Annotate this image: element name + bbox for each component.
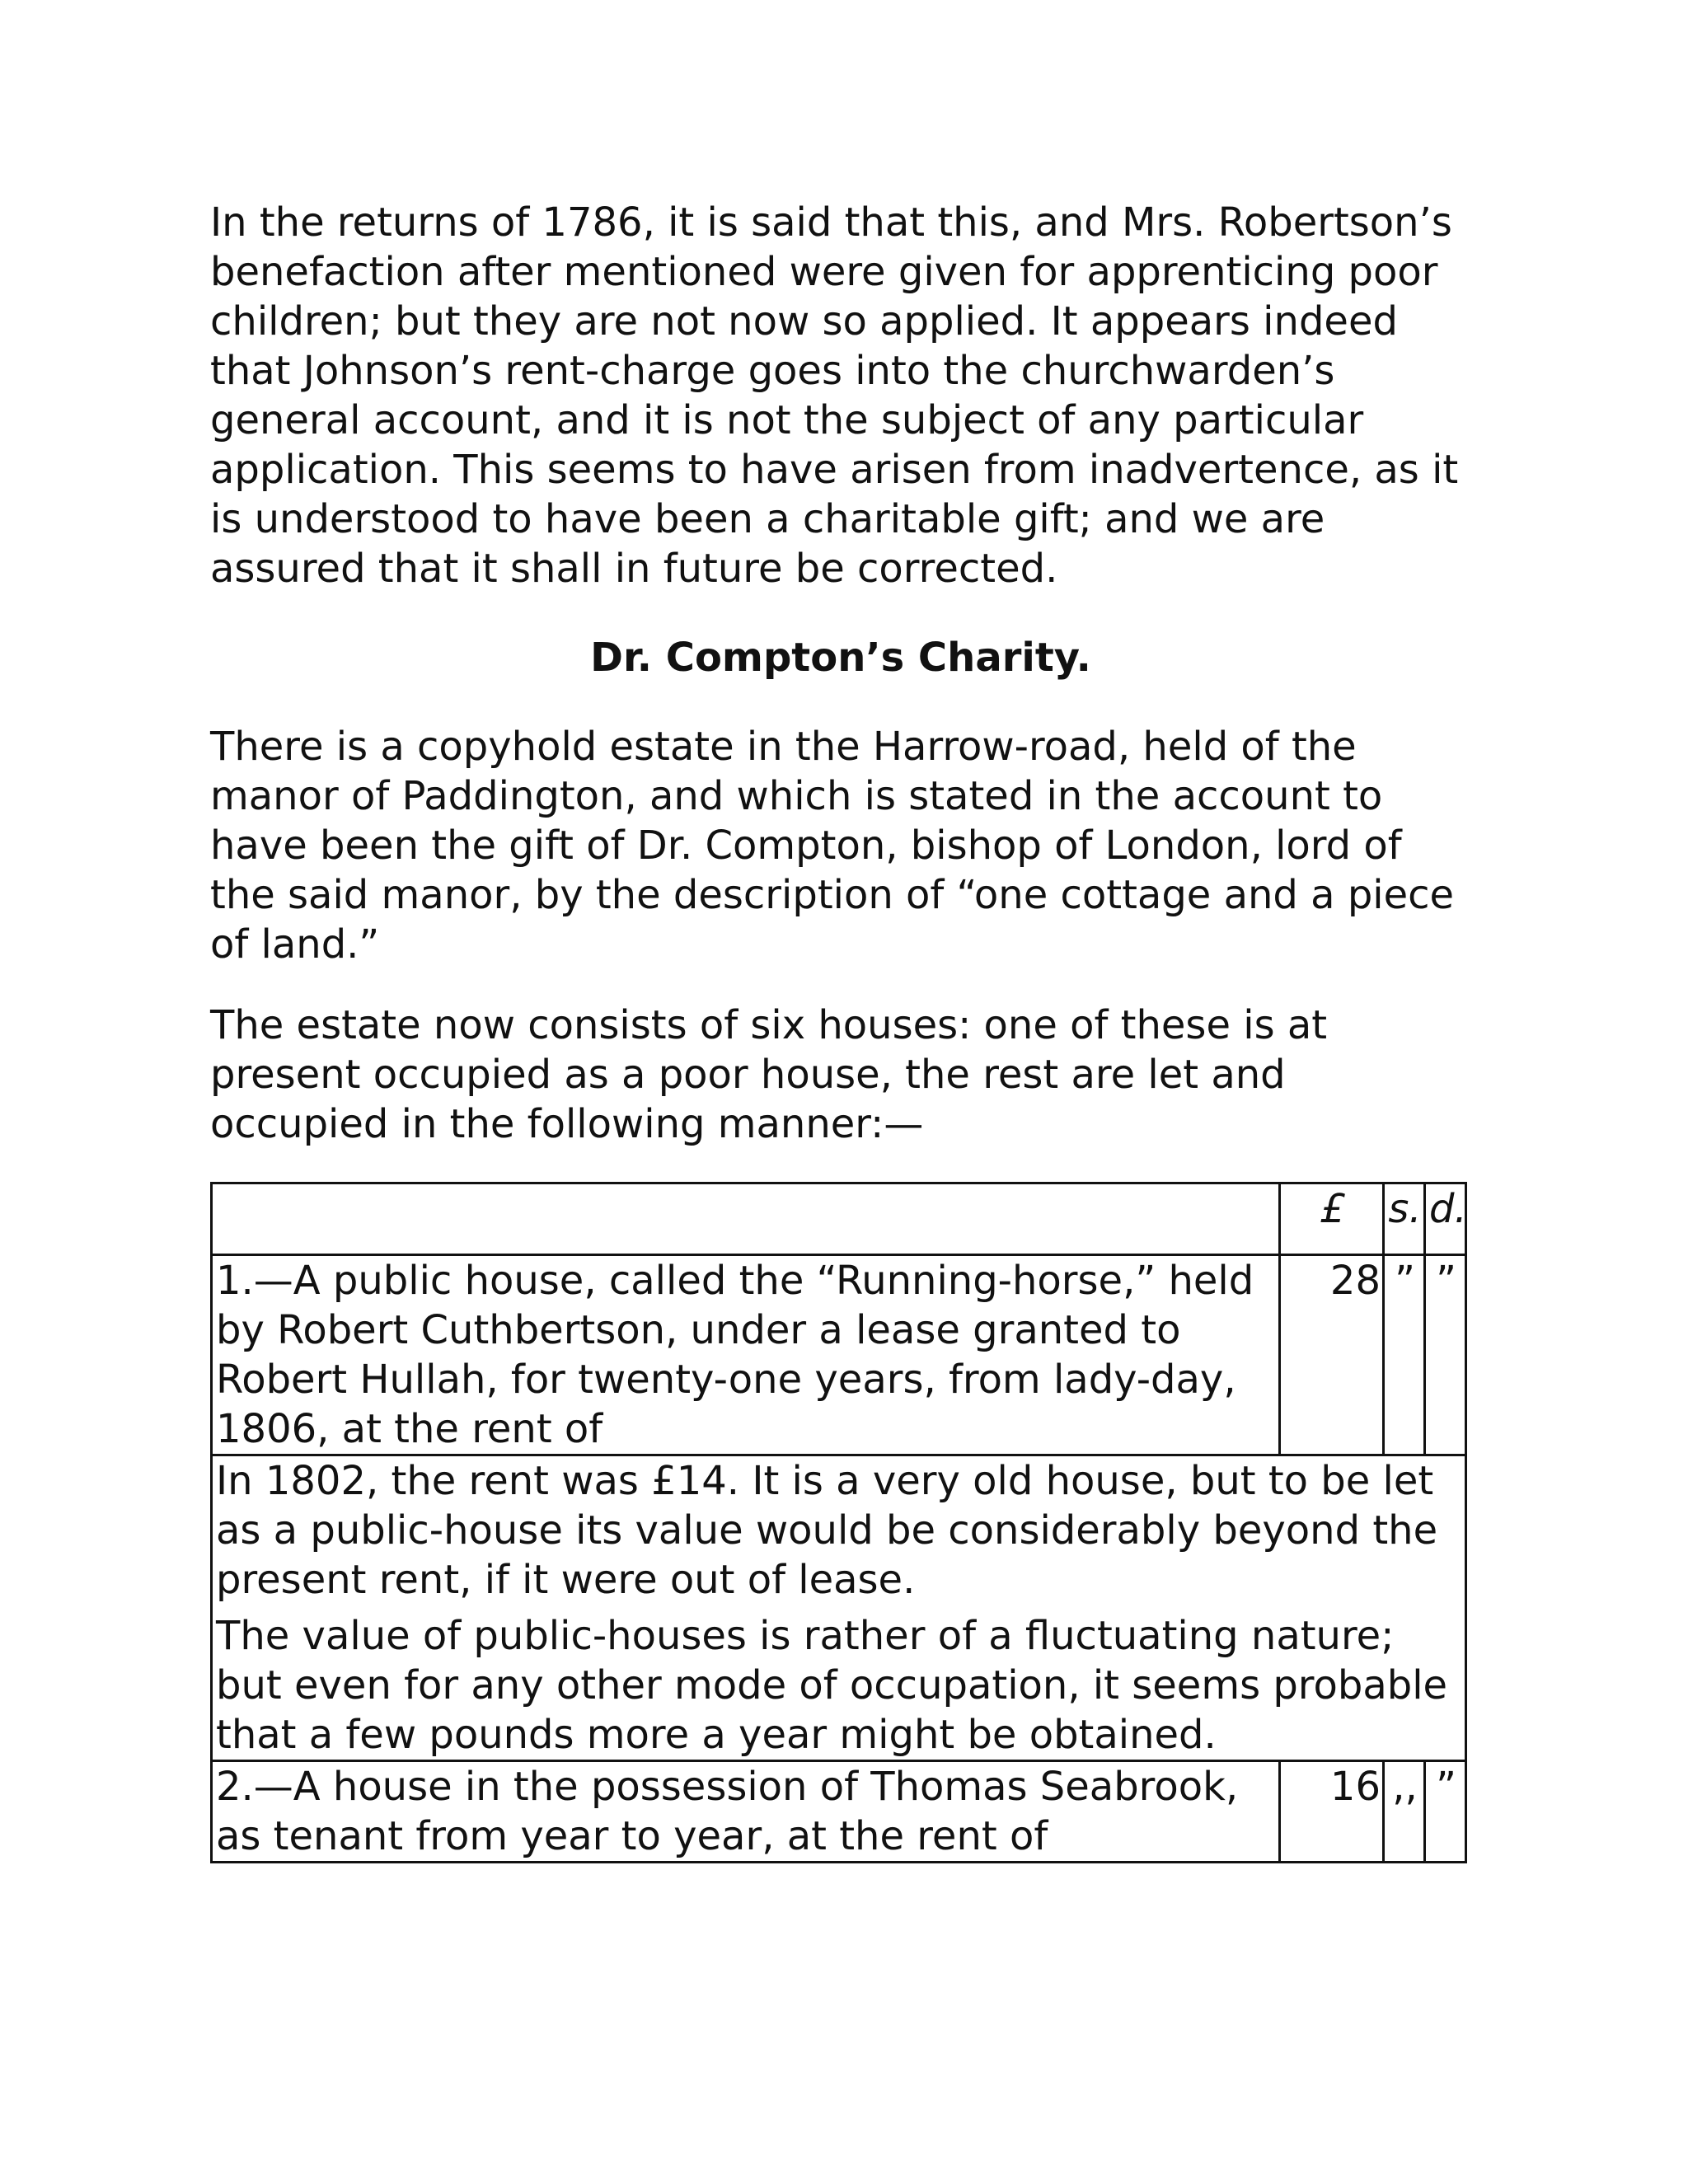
header-pounds-cell: £ (1280, 1183, 1384, 1255)
row2-pence: ” (1425, 1761, 1466, 1863)
table-header-row (212, 1183, 1466, 1255)
row1-note (212, 1455, 1466, 1761)
table-note-row (212, 1455, 1466, 1761)
header-desc-cell (212, 1183, 1280, 1255)
table-row (212, 1255, 1466, 1455)
paragraph-estate-houses: The estate now consists of six houses: one of these is at present occupied as a poor house, the rest are let and occupied in the following manner:— (210, 1002, 1328, 1147)
row1-shillings: ” (1384, 1255, 1425, 1455)
row1-pounds: 28 (1280, 1255, 1384, 1455)
row2-pounds: 16 (1280, 1761, 1384, 1863)
document-page (210, 198, 1471, 1863)
section-heading: Dr. Compton’s Charity. (590, 635, 1091, 681)
paragraph-returns-1786: In the returns of 1786, it is said that this, and Mrs. Robertson’s benefaction after mentioned were given for apprenticing poor children; but they are not now so applied. It appears indeed that Johnson’s rent-charge goes into the churchwarden’s general account, and it is not the subject of any particular application. This seems to have arisen from inadvertence, as it is understood to have been a charitable gift; and we are assured that it shall in future be corrected. (210, 199, 1459, 592)
table-row (212, 1761, 1466, 1863)
row1-description: 1.—A public house, called the “Running-horse,” held by Robert Cuthbertson, under a lease granted to Robert Hullah, for twenty-one years, from lady-day, 1806, at the rent of (212, 1255, 1280, 1455)
rent-table (210, 1182, 1467, 1863)
header-pence-cell: d. (1425, 1183, 1466, 1255)
row1-pence: ” (1425, 1255, 1466, 1455)
note-line-rent-1802: In 1802, the rent was £14. It is a very old house, but to be let as a public-house its value would be considerably beyond the present rent, if it were out of lease. (216, 1458, 1438, 1603)
note-line-value: The value of public-houses is rather of a fluctuating nature; but even for any other mode of occupation, it seems probable that a few pounds more a year might be obtained. (216, 1613, 1448, 1758)
note-spacer (216, 1605, 1463, 1611)
row2-description: 2.—A house in the possession of Thomas Seabrook, as tenant from year to year, at the rent of (212, 1761, 1280, 1863)
row2-shillings: ,, (1384, 1761, 1425, 1863)
paragraph-copyhold-estate: There is a copyhold estate in the Harrow-road, held of the manor of Paddington, and which is stated in the account to have been the gift of Dr. Compton, bishop of London, lord of the said manor, by the description of “one cottage and a piece of land.” (210, 724, 1455, 968)
header-shillings-cell: s. (1384, 1183, 1425, 1255)
